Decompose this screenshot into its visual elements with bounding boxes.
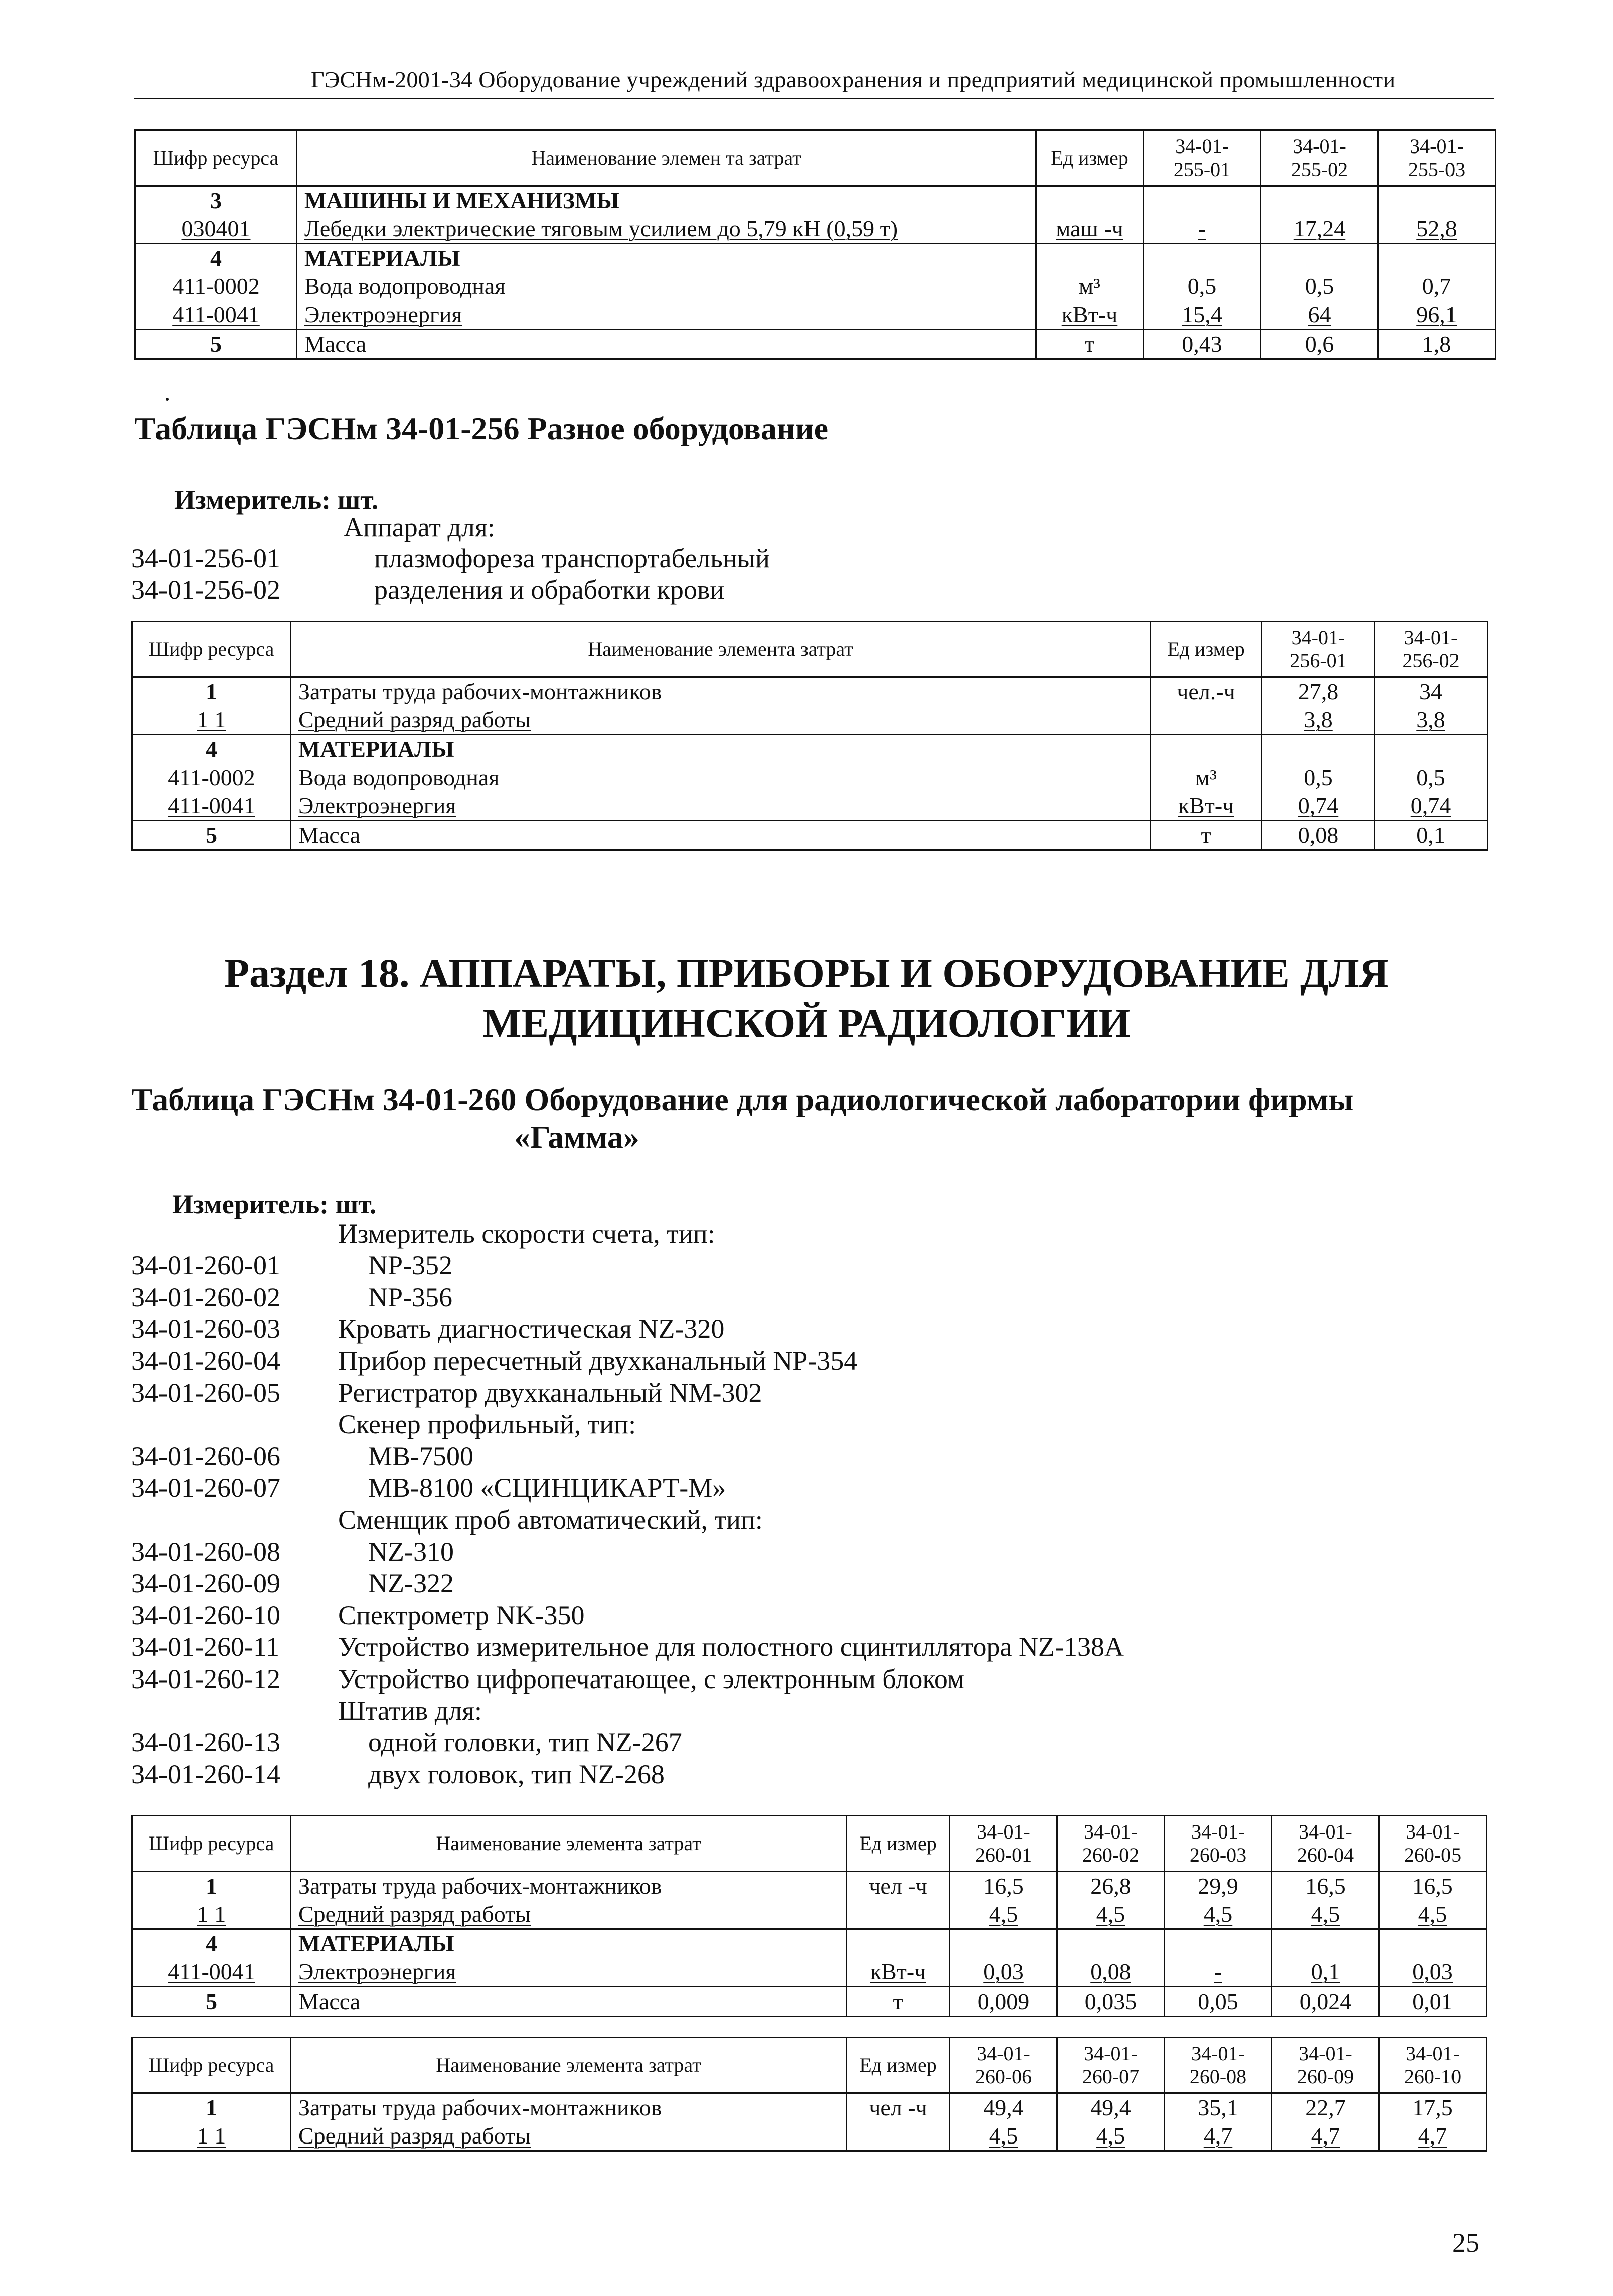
cell-code: 4 <box>132 735 291 764</box>
item-text: Сменщик проб автоматический, тип: <box>338 1504 763 1535</box>
col-header-code-2: 34-01- 255-03 <box>1378 130 1496 186</box>
cell-value: 0,74 <box>1375 792 1488 821</box>
item-text: плазмофореза транспортабельный <box>374 543 770 573</box>
col-header-code-1: 34-01- 260-07 <box>1057 2038 1165 2093</box>
cell-value: 0,03 <box>950 1958 1057 1987</box>
item-code: 34-01-260-08 <box>131 1537 280 1567</box>
cell-name: МАТЕРИАЛЫ <box>291 1929 847 1958</box>
cell-value: 49,4 <box>950 2093 1057 2122</box>
cell-code: 1 1 <box>132 706 291 735</box>
item-code: 34-01-260-14 <box>131 1759 280 1789</box>
table-34-01-255 <box>134 129 1496 360</box>
list-item <box>131 1600 1135 1631</box>
measure-value: шт. <box>337 485 379 515</box>
col-header-name: Наименование элемента затрат <box>291 2038 847 2093</box>
col-header-code-3: 34-01- 260-09 <box>1272 2038 1379 2093</box>
table-row <box>132 2122 1487 2151</box>
cell-value: 4,7 <box>1165 2122 1272 2151</box>
cell-value: 0,7 <box>1378 272 1496 300</box>
cell-unit: т <box>1036 330 1144 359</box>
col-header-code: Шифр ресурса <box>135 130 297 186</box>
cell-value: 0,43 <box>1144 330 1261 359</box>
cell-code: 5 <box>132 821 291 850</box>
cell-value <box>1379 1929 1487 1958</box>
item-text: NP-352 <box>368 1250 453 1281</box>
cell-value: 0,5 <box>1261 272 1378 300</box>
cell-code: 4 <box>135 244 297 273</box>
col-header-code-0: 34-01- 255-01 <box>1144 130 1261 186</box>
section-18-title-line2: МЕДИЦИНСКОЙ РАДИОЛОГИИ <box>482 1000 1131 1046</box>
cell-name: Лебедки электрические тяговым усилием до 5,79 кН (0,59 т) <box>297 215 1036 244</box>
list-item <box>131 574 934 606</box>
section-18-title-line1: Раздел 18. АППАРАТЫ, ПРИБОРЫ И ОБОРУДОВАНИЕ ДЛЯ <box>224 950 1389 996</box>
cell-code: 3 <box>135 186 297 215</box>
item-code: 34-01-260-13 <box>131 1727 280 1758</box>
item-code: 34-01-260-10 <box>131 1600 280 1630</box>
cell-value: 0,08 <box>1262 821 1375 850</box>
cell-name: МАТЕРИАЛЫ <box>297 244 1036 273</box>
cell-value: 4,5 <box>1272 1900 1379 1929</box>
cell-name: Масса <box>291 1987 847 2017</box>
header-row <box>132 622 1488 677</box>
cell-value <box>1165 1929 1272 1958</box>
table-row <box>135 330 1496 359</box>
cell-value: 4,5 <box>950 1900 1057 1929</box>
list-item <box>131 1377 1135 1409</box>
cell-value: 34 <box>1375 677 1488 706</box>
cell-value: 0,5 <box>1144 272 1261 300</box>
col-header-code: Шифр ресурса <box>132 622 291 677</box>
item-text: разделения и обработки крови <box>374 575 725 605</box>
item-text: Скенер профильный, тип: <box>338 1409 636 1440</box>
cell-unit: м³ <box>1036 272 1144 300</box>
cell-value: 4,7 <box>1379 2122 1487 2151</box>
cell-code: 030401 <box>135 215 297 244</box>
col-header-code-4: 34-01- 260-10 <box>1379 2038 1487 2093</box>
cell-unit <box>1036 244 1144 273</box>
cell-code: 1 <box>132 1872 291 1901</box>
item-text: Спектрометр NK-350 <box>338 1600 585 1630</box>
cell-unit <box>847 1900 950 1929</box>
col-header-code-2: 34-01- 260-03 <box>1165 1816 1272 1872</box>
cell-value: 49,4 <box>1057 2093 1165 2122</box>
header-rule <box>134 98 1494 99</box>
cell-value: 15,4 <box>1144 300 1261 330</box>
item-text: MB-8100 «СЦИНЦИКАРТ-М» <box>368 1473 726 1503</box>
item-text: NP-356 <box>368 1282 453 1312</box>
col-header-unit: Ед измер <box>847 2038 950 2093</box>
item-intro: Аппарат для: <box>344 512 495 542</box>
item-text: NZ-310 <box>368 1537 454 1567</box>
item-text: Штатив для: <box>338 1696 482 1726</box>
list-item <box>131 1631 1135 1663</box>
item-code: 34-01-260-12 <box>131 1663 280 1694</box>
cell-value: 0,009 <box>950 1987 1057 2017</box>
item-text: Устройство цифропечатающее, с электронным блоком <box>338 1663 965 1694</box>
cell-value: 0,5 <box>1262 763 1375 792</box>
table-row <box>135 244 1496 273</box>
col-header-code-1: 34-01- 255-02 <box>1261 130 1378 186</box>
cell-value <box>1261 244 1378 273</box>
item-text: Измеритель скорости счета, тип: <box>338 1218 715 1249</box>
list-item <box>131 1504 1135 1536</box>
col-header-unit: Ед измер <box>847 1816 950 1872</box>
item-text: Устройство измерительное для полостного сцинтиллятора NZ-138A <box>338 1632 1124 1662</box>
item-text: одной головки, тип NZ-267 <box>368 1727 682 1758</box>
cell-value: 0,08 <box>1057 1958 1165 1987</box>
list-item <box>131 1472 1135 1504</box>
col-header-name: Наименование элемента затрат <box>291 622 1151 677</box>
list-item <box>131 1695 1135 1727</box>
item-text: MB-7500 <box>368 1441 474 1471</box>
cell-value: 3,8 <box>1262 706 1375 735</box>
cell-unit: чел -ч <box>847 2093 950 2122</box>
cell-value: 22,7 <box>1272 2093 1379 2122</box>
table-34-01-260-a <box>131 1815 1487 2017</box>
cell-value: 4,5 <box>950 2122 1057 2151</box>
cell-unit <box>1151 735 1262 764</box>
table-row <box>132 706 1488 735</box>
list-item <box>131 1568 1135 1599</box>
cell-name: Масса <box>291 821 1151 850</box>
cell-value: 17,24 <box>1261 215 1378 244</box>
measure-label: Измеритель: <box>172 1189 329 1219</box>
cell-value: 0,05 <box>1165 1987 1272 2017</box>
cell-name: Электроэнергия <box>291 792 1151 821</box>
item-code: 34-01-260-11 <box>131 1632 279 1662</box>
col-header-code-0: 34-01- 260-01 <box>950 1816 1057 1872</box>
cell-unit: чел -ч <box>847 1872 950 1901</box>
list-item <box>131 543 934 574</box>
table-row <box>132 1872 1487 1901</box>
cell-value: - <box>1165 1958 1272 1987</box>
col-header-code-1: 34-01- 260-02 <box>1057 1816 1165 1872</box>
cell-code: 1 <box>132 2093 291 2122</box>
item-code: 34-01-260-03 <box>131 1314 280 1344</box>
measure-label: Измеритель: <box>174 485 331 515</box>
cell-unit: кВт-ч <box>1036 300 1144 330</box>
cell-value <box>1378 244 1496 273</box>
cell-name: Вода водопроводная <box>291 763 1151 792</box>
cell-code: 411-0041 <box>132 792 291 821</box>
cell-value: 4,5 <box>1057 1900 1165 1929</box>
table-row <box>132 1929 1487 1958</box>
col-header-code: Шифр ресурса <box>132 1816 291 1872</box>
item-code: 34-01-256-02 <box>131 575 280 605</box>
cell-value: 17,5 <box>1379 2093 1487 2122</box>
list-item <box>131 1759 1135 1790</box>
cell-code: 1 1 <box>132 1900 291 1929</box>
cell-code: 5 <box>132 1987 291 2017</box>
cell-value: 0,01 <box>1379 1987 1487 2017</box>
table-row <box>135 215 1496 244</box>
item-code: 34-01-260-05 <box>131 1377 280 1408</box>
list-item <box>131 1536 1135 1568</box>
cell-code: 411-0041 <box>132 1958 291 1987</box>
cell-value: 4,5 <box>1165 1900 1272 1929</box>
cell-unit <box>847 2122 950 2151</box>
cell-unit <box>1151 706 1262 735</box>
list-item <box>131 1441 1135 1472</box>
header-row <box>132 2038 1487 2093</box>
cell-value: 0,1 <box>1272 1958 1379 1987</box>
table-260-title-line2: «Гамма» <box>514 1119 639 1155</box>
item-code: 34-01-260-02 <box>131 1282 280 1312</box>
col-header-code-1: 34-01- 256-02 <box>1375 622 1488 677</box>
cell-value: 16,5 <box>1272 1872 1379 1901</box>
cell-value <box>1272 1929 1379 1958</box>
item-code: 34-01-260-01 <box>131 1250 280 1281</box>
col-header-name: Наименование элемен та затрат <box>297 130 1036 186</box>
cell-value <box>1378 186 1496 215</box>
table-row <box>132 735 1488 764</box>
table-row <box>132 1958 1487 1987</box>
cell-value: 29,9 <box>1165 1872 1272 1901</box>
cell-unit: т <box>1151 821 1262 850</box>
cell-value: 16,5 <box>950 1872 1057 1901</box>
cell-value <box>1144 244 1261 273</box>
cell-name: МАТЕРИАЛЫ <box>291 735 1151 764</box>
cell-unit: м³ <box>1151 763 1262 792</box>
cell-unit <box>847 1929 950 1958</box>
cell-code: 5 <box>135 330 297 359</box>
cell-value: 0,74 <box>1262 792 1375 821</box>
table-34-01-256 <box>131 621 1488 851</box>
cell-value <box>950 1929 1057 1958</box>
cell-value: 35,1 <box>1165 2093 1272 2122</box>
col-header-code-3: 34-01- 260-04 <box>1272 1816 1379 1872</box>
measure-256 <box>174 484 378 515</box>
table-row <box>132 763 1488 792</box>
cell-value: 52,8 <box>1378 215 1496 244</box>
cell-value <box>1144 186 1261 215</box>
list-item <box>131 1250 1135 1281</box>
table-row <box>132 2093 1487 2122</box>
list-item <box>131 1345 1135 1377</box>
cell-value: 26,8 <box>1057 1872 1165 1901</box>
item-code: 34-01-260-06 <box>131 1441 280 1471</box>
cell-unit: маш -ч <box>1036 215 1144 244</box>
cell-name: Средний разряд работы <box>291 706 1151 735</box>
cell-name: Затраты труда рабочих-монтажников <box>291 2093 847 2122</box>
item-text: NZ-322 <box>368 1568 454 1599</box>
col-header-code-0: 34-01- 260-06 <box>950 2038 1057 2093</box>
cell-name: Средний разряд работы <box>291 2122 847 2151</box>
cell-unit: кВт-ч <box>847 1958 950 1987</box>
cell-value: 0,03 <box>1379 1958 1487 1987</box>
header-row <box>132 1816 1487 1872</box>
cell-unit: т <box>847 1987 950 2017</box>
cell-value: 16,5 <box>1379 1872 1487 1901</box>
cell-value: 3,8 <box>1375 706 1488 735</box>
page-number: 25 <box>1452 2228 1479 2258</box>
table-row <box>135 186 1496 215</box>
cell-code: 1 1 <box>132 2122 291 2151</box>
table-row <box>132 1900 1487 1929</box>
cell-value <box>1057 1929 1165 1958</box>
col-header-code-2: 34-01- 260-08 <box>1165 2038 1272 2093</box>
cell-name: МАШИНЫ И МЕХАНИЗМЫ <box>297 186 1036 215</box>
table-256-title: Таблица ГЭСНм 34-01-256 Разное оборудование <box>134 411 828 446</box>
table-row <box>132 1987 1487 2017</box>
cell-unit: чел.-ч <box>1151 677 1262 706</box>
running-header: ГЭСНм-2001-34 Оборудование учреждений здравоохранения и предприятий медицинской промышленности <box>311 67 1396 92</box>
cell-name: Электроэнергия <box>297 300 1036 330</box>
table-34-01-260-b <box>131 2037 1487 2152</box>
item-code: 34-01-260-09 <box>131 1568 280 1599</box>
table-row <box>135 272 1496 300</box>
col-header-code-4: 34-01- 260-05 <box>1379 1816 1487 1872</box>
cell-name: Вода водопроводная <box>297 272 1036 300</box>
table-row <box>135 300 1496 330</box>
item-text: Прибор пересчетный двухканальный NP-354 <box>338 1345 858 1376</box>
cell-value: 4,7 <box>1272 2122 1379 2151</box>
col-header-code-0: 34-01- 256-01 <box>1262 622 1375 677</box>
cell-value: 64 <box>1261 300 1378 330</box>
cell-value: 4,5 <box>1379 1900 1487 1929</box>
cell-value: 0,1 <box>1375 821 1488 850</box>
list-item <box>131 1282 1135 1313</box>
measure-value: шт. <box>335 1189 377 1219</box>
cell-value: 0,035 <box>1057 1987 1165 2017</box>
cell-value: 27,8 <box>1262 677 1375 706</box>
cell-code: 1 <box>132 677 291 706</box>
item-text: Кровать диагностическая NZ-320 <box>338 1314 725 1344</box>
list-item <box>131 1218 1135 1250</box>
item-text: Регистратор двухканальный NM-302 <box>338 1377 762 1408</box>
cell-value: - <box>1144 215 1261 244</box>
list-item <box>131 1727 1135 1758</box>
cell-name: Затраты труда рабочих-монтажников <box>291 1872 847 1901</box>
table-row <box>132 677 1488 706</box>
list-item <box>131 1663 1135 1695</box>
item-code: 34-01-256-01 <box>131 543 280 573</box>
item-text: двух головок, тип NZ-268 <box>368 1759 665 1789</box>
cell-value: 0,6 <box>1261 330 1378 359</box>
header-row <box>135 130 1496 186</box>
measure-260 <box>172 1189 376 1220</box>
cell-name: Масса <box>297 330 1036 359</box>
cell-unit <box>1036 186 1144 215</box>
list-item <box>131 1313 1135 1345</box>
col-header-name: Наименование элемента затрат <box>291 1816 847 1872</box>
cell-name: Средний разряд работы <box>291 1900 847 1929</box>
table-260-title-line1: Таблица ГЭСНм 34-01-260 Оборудование для радиологической лаборатории фирмы <box>131 1082 1354 1117</box>
cell-code: 411-0002 <box>132 763 291 792</box>
cell-value: 0,5 <box>1375 763 1488 792</box>
cell-value: 1,8 <box>1378 330 1496 359</box>
cell-value <box>1375 735 1488 764</box>
item-code: 34-01-260-04 <box>131 1345 280 1376</box>
table-row <box>132 821 1488 850</box>
cell-value: 0,024 <box>1272 1987 1379 2017</box>
cell-unit: кВт-ч <box>1151 792 1262 821</box>
stray-dot <box>166 398 169 401</box>
cell-value: 4,5 <box>1057 2122 1165 2151</box>
cell-code: 411-0041 <box>135 300 297 330</box>
table-row <box>132 792 1488 821</box>
cell-code: 4 <box>132 1929 291 1958</box>
col-header-unit: Ед измер <box>1036 130 1144 186</box>
cell-name: Затраты труда рабочих-монтажников <box>291 677 1151 706</box>
cell-value <box>1261 186 1378 215</box>
cell-value <box>1262 735 1375 764</box>
list-item <box>131 1409 1135 1440</box>
item-code: 34-01-260-07 <box>131 1473 280 1503</box>
cell-name: Электроэнергия <box>291 1958 847 1987</box>
col-header-code: Шифр ресурса <box>132 2038 291 2093</box>
col-header-unit: Ед измер <box>1151 622 1262 677</box>
cell-value: 96,1 <box>1378 300 1496 330</box>
cell-code: 411-0002 <box>135 272 297 300</box>
